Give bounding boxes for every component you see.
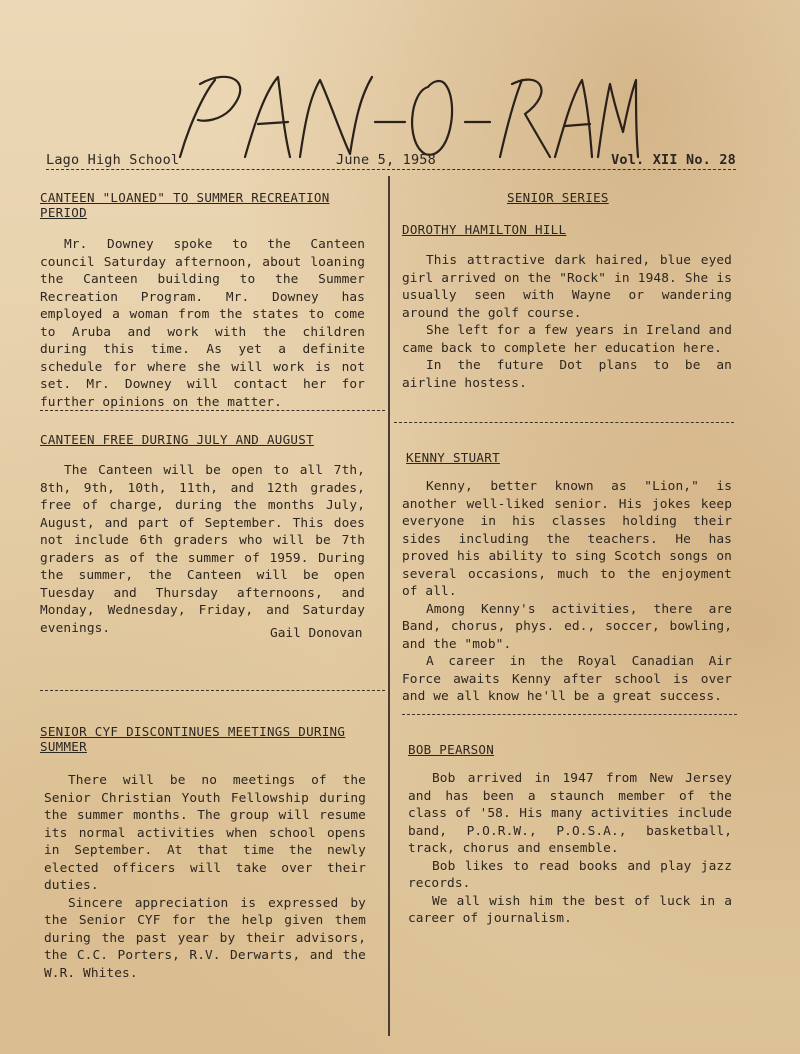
profile-paragraph: Among Kenny's activities, there are Band, chorus, phys. ed., soccer, bowling, and the "mob".: [402, 601, 732, 652]
column-divider: [388, 176, 390, 1036]
profile-paragraph: Kenny, better known as "Lion," is another well-liked senior. His jokes keep everyone in his classes holding their sides including the teachers. He has proved his ability to sing Scotch songs on several occasions, much to the enjoyment of all.: [402, 479, 732, 599]
article-paragraph: There will be no meetings of the Senior Christian Youth Fellowship during the summer months. The group will resume its normal activities when school opens in September. At that time the newly elected officers will take over their duties.: [44, 773, 366, 893]
profile-name: DOROTHY HAMILTON HILL: [402, 222, 567, 237]
profile-divider: [394, 422, 734, 423]
article-body: [44, 772, 366, 982]
issue-bar: [46, 152, 736, 170]
school-name: Lago High School: [46, 152, 180, 168]
profile-paragraph: A career in the Royal Canadian Air Force awaits Kenny after school is over and we all know he'll be a great success.: [402, 654, 732, 704]
profile-body: [402, 252, 732, 392]
profile-paragraph: Bob arrived in 1947 from New Jersey and has been a staunch member of the class of '58. His many activities include band, P.O.R.W., P.O.S.A., basketball, track, chorus and ensemble.: [408, 771, 732, 856]
profile-body: [402, 478, 732, 706]
article-paragraph: Mr. Downey spoke to the Canteen council Saturday afternoon, about loaning the Canteen building to the Summer Recreation Program. Mr. Downey has employed a woman from the states to come to Aruba and work with the children during this time. As yet a definite schedule for where she will work is not set. Mr. Downey will contact her for further opinions on the matter.: [40, 237, 365, 410]
profile-name: BOB PEARSON: [408, 742, 495, 757]
article-divider: [40, 410, 385, 411]
article-body: [40, 236, 365, 411]
article-headline: CANTEEN "LOANED" TO SUMMER RECREATION PERIOD: [40, 190, 330, 220]
masthead-logo: [160, 62, 640, 162]
article-paragraph: Sincere appreciation is expressed by the Senior CYF for the help given them during the past year by their advisors, the C.C. Porters, R.V. Derwarts, and the W.R. Whites.: [44, 895, 366, 981]
profile-paragraph: This attractive dark haired, blue eyed girl arrived on the "Rock" in 1948. She is usually seen with Wayne or wandering around the golf course.: [402, 253, 732, 321]
series-title: SENIOR SERIES: [507, 190, 609, 205]
profile-paragraph: Bob likes to read books and play jazz records.: [408, 858, 732, 891]
masthead-rule: [46, 169, 736, 170]
profile-body: [408, 770, 732, 928]
article-paragraph: The Canteen will be open to all 7th, 8th, 9th, 10th, 11th, and 12th grades, free of charge, during the months July, August, and part of September. This does not include 6th graders who will be 7th graders as of the summer of 1959. During the summer, the Canteen will be open Tuesday and Thursday afternoons, and Monday, Wednesday, Friday, and Saturday evenings.: [40, 463, 365, 636]
article-headline: SENIOR CYF DISCONTINUES MEETINGS DURING SUMMER: [40, 724, 346, 754]
article-divider: [40, 690, 385, 691]
profile-paragraph: She left for a few years in Ireland and came back to complete her education here.: [402, 323, 732, 356]
profile-name: KENNY STUART: [406, 450, 500, 465]
volume-number: Vol. XII No. 28: [611, 152, 736, 168]
masthead: [160, 62, 640, 162]
article-body: [40, 462, 365, 637]
profile-paragraph: In the future Dot plans to be an airline hostess.: [402, 358, 732, 391]
profile-paragraph: We all wish him the best of luck in a career of journalism.: [408, 893, 732, 926]
issue-date: June 5, 1958: [336, 152, 436, 168]
profile-divider: [402, 714, 737, 715]
article-byline: Gail Donovan: [270, 626, 363, 641]
article-headline: CANTEEN FREE DURING JULY AND AUGUST: [40, 432, 314, 447]
